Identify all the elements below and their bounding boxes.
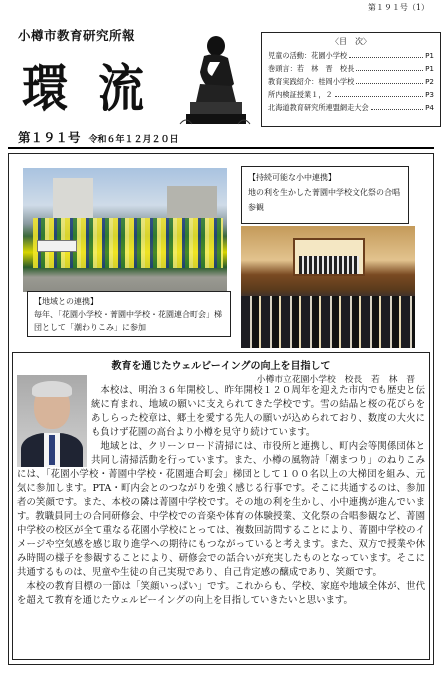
group-photo-students <box>23 168 227 292</box>
article-byline: 小樽市立花園小学校 校長 若 林 晋 <box>256 375 415 385</box>
caption-school-collaboration: 【持続可能な小中連携】 地の利を生かした菁園中学校文化祭の合唱参観 <box>241 166 409 224</box>
issue-number: 第１９１号 <box>18 130 81 145</box>
article-paragraph: 本校は、明治３６年開校し、昨年開校１２０周年を迎えた市内でも歴史と伝統に育まれ、地域の願いに支えられてきた学校です。雪の結晶と桜の花びらをあしらった校章は、郷土を愛する先人の願いが込められており、数度の大火にも負けず花園の高台より小樽を見守り続けています。 <box>91 385 425 438</box>
principal-article <box>12 352 430 660</box>
header-divider <box>8 147 434 149</box>
toc-item: 教育実践紹介：桂岡小学校 P2 <box>268 77 434 86</box>
issue-number-top: 第１９１号（1） <box>367 3 429 12</box>
toc-item: 所内検証授業１，２ P3 <box>268 90 434 99</box>
article-body <box>17 384 425 608</box>
main-content-box <box>8 153 434 665</box>
newsletter-title: 環流 <box>22 58 174 118</box>
thinker-statue-illustration <box>176 32 254 128</box>
toc-title: 〈目 次〉 <box>331 37 371 46</box>
masthead <box>8 18 434 148</box>
org-name: 小樽市教育研究所報 <box>18 28 136 43</box>
article-paragraph: 本校の教育目標の一節は「笑顔いっぱい」です。これからも、学校、家庭や地域全体が、世代を超えて教育を通じたウェルビーイングの向上を目指していきたいと思います。 <box>17 581 425 606</box>
article-paragraph: 地域とは、クリーンロード清掃には、市役所と連携し、町内会等関係団体と共同し清掃活動を行っています。また、小樽の風物詩「潮まつり」のねりこみには、「花園小学校・菁園中学校・花園連合町会」梯団として１００名以上の大梯団を組み、元気に参加します。PTA・町内会とのつながりを強く感じる行事です。そこに共通するのは、参加者の笑顔です。また、本校の隣は菁園中学校です。その地の利を生かし、小中連携が進んでいます。教職員同士の合同研修会、中学校での音楽や体育の体験授業、文化祭の合唱参観など、菁園中学校の校区が全て重なる花園小学校にとっては、複数回訪問することにより、菁園中学校のイメージや空気感を感じ取り進学への期待にもつながっていると考えます。また、双方で授業や休み時間の様子を参観することにより、研修会での話合いが充実したものとなっています。そこに共通するものは、児童や生徒の自己実現であり、自己肯定感の醸成であり、笑顔です。 <box>17 441 425 578</box>
toc-item: 北海道教育研究所連盟網走大会 P4 <box>268 103 434 112</box>
toc-item: 児童の活動：花園小学校 P1 <box>268 51 434 60</box>
table-of-contents <box>261 32 441 127</box>
article-title: 教育を通じたウェルビーイングの向上を目指して <box>111 361 331 372</box>
issue-date: 令和６年１２月２０日 <box>88 135 179 145</box>
caption-community-cooperation: 【地域との連携】 毎年、「花園小学校・菁園中学校・花園連合町会」梯団として「潮わりこみ」に参加 <box>27 291 231 337</box>
choir-performance-photo <box>241 226 415 348</box>
issue-line <box>18 128 179 146</box>
toc-item: 巻頭言：若 林 晋 校長 P1 <box>268 64 434 73</box>
